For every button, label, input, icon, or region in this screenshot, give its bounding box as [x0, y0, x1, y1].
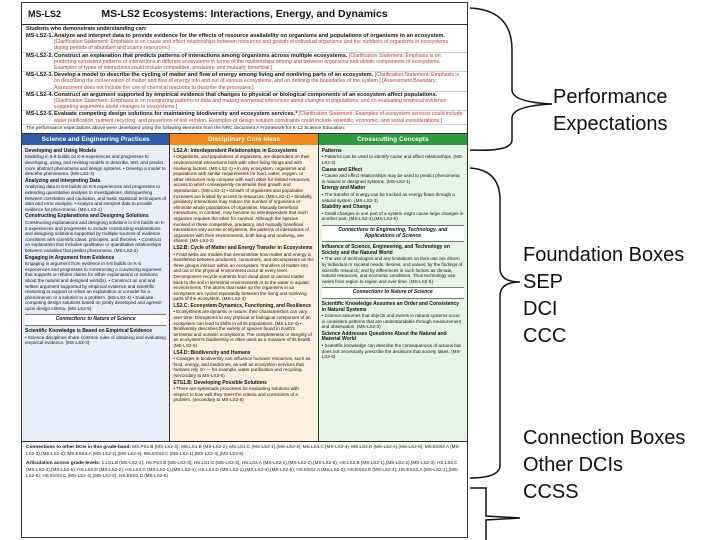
element-text: • Ecosystems are dynamic in nature; their characteristics can vary over time. Disruptions to any physical or biological component of an ecosystem can lead to shifts in all its populations. (MS-LS2-4) • Biodiversity describes the variety of species found in Earth's terrestrial and oceanic ecosystems. The completeness or integrity of an ecosystem's biodiversity is often used as a measure of its health. (MS-LS2-5) [173, 309, 312, 349]
label-line: Performance [553, 86, 668, 108]
label-line: Connection Boxes [523, 427, 686, 449]
pe-row [22, 92, 467, 112]
dci-column [170, 134, 318, 441]
sep-heading: Science and Engineering Practices [22, 134, 169, 145]
element-heading: Scientific Knowledge is Based on Empirical Evidence [25, 328, 152, 335]
connection-text: 1.LS1.B (MS-LS2-2); HS.PS3.B (MS-LS2-3); HS.LS1.C (MS-LS2-3); HS.LS2.A (MS-LS2-1),(MS-LS2-2),(MS-LS2-5); HS.LS2.B (MS-LS2-1),(MS-LS2-2),(MS-LS2-3); HS.LS2.C (MS-LS2-4),(MS-LS2-5); HS.LS2.D (MS-LS2-2); HS.LS4.C (MS-LS2-1),(MS-LS2-4); HS.LS4.D (MS-LS2-1),(MS-LS2-4),(MS-LS2-5); HS.ESS2.A (MS-LS2-3); HS.ESS2.E (MS-LS2-4); HS.ESS3.A (MS-LS2-1),(MS-LS2-5); HS.ESS3.C (MS-LS2-4),(MS-LS2-5); HS.ESS3.D (MS-LS2-5) [26, 460, 459, 479]
element-text: • Organisms, and populations of organisms, are dependent on their environmental interactions both with other living things and with nonliving factors. (MS-LS2-1) • In any ecosystem, organisms and populations with similar requirements for food, water, oxygen, or other resources may compete with each other for limited resources, access to which consequently constrains their growth and reproduction. (MS-LS2-1) • Growth of organisms and population increases are limited by access to resources. (MS-LS2-1) • Similarly, predatory interactions may reduce the number of organisms or eliminate whole populations of organisms. Mutually beneficial interactions, in contrast, may become so interdependent that each organism requires the other for survival. Although the species involved in these competitive, predatory, and mutually beneficial interactions vary across ecosystems, the patterns of interactions of organisms with their environments, both living and nonliving, are shared. (MS-LS2-2) [173, 154, 313, 244]
connection-text: MS.PS1.B (MS-LS2-3); MS.LS1.B (MS-LS2-2); MS.LS1.C (MS-LS2-1),(MS-LS2-3); MS.LS4.C (MS-LS2-4); MS.LS4.D (MS-LS2-4),(MS-LS2-5); MS.ESS2.A (MS-LS2-3),(MS-LS2-4); MS.ESS3.A (MS-LS2-1),(MS-LS2-4); MS.ESS3.C (MS-LS2-1),(MS-LS2-4),(MS-LS2-5) [26, 443, 461, 456]
element-heading: Science Addresses Questions About the Natural and Material World [321, 330, 447, 343]
connection-heading: Connections to Engineering, Technology, and Applications of Science [322, 225, 464, 242]
element-heading: LS2.C: Ecosystem Dynamics, Functioning, and Resilience [173, 302, 312, 309]
pe-title: Evaluate competing design solutions for maintaining biodiversity and ecosystem services.* [54, 111, 298, 118]
pe-text [54, 53, 463, 72]
pe-text [54, 111, 463, 123]
element-heading: ETS1.B: Developing Possible Solutions [173, 379, 267, 386]
dci-body [170, 145, 317, 405]
pe-row [22, 111, 467, 124]
connection-heading: Connections to Nature of Science [25, 314, 166, 326]
pe-id: MS-LS2-4. [26, 91, 54, 98]
label-line: Foundation Boxes [523, 244, 685, 266]
label-connection-boxes [523, 425, 685, 506]
document-title: MS-LS2 Ecosystems: Interactions, Energy, and Dynamics [101, 7, 388, 20]
connection-row [22, 458, 467, 480]
element-text: • Patterns can be used to identify cause and effect relationships. (MS-LS2-2) [321, 154, 464, 166]
element-text: • Scientific knowledge can describe the consequences of actions but does not necessarily prescribe the decisions that society takes. (MS-LS2-5) [321, 343, 462, 360]
label-performance-expectations [553, 84, 668, 138]
element-heading: Scientific Knowledge Assumes an Order and Consistency in Natural Systems [321, 300, 460, 313]
pe-clarification: [Clarification Statement: Examples of ecosystem services could include water purification, nutrient recycling, and prevention of soil erosion. Examples of design solution constraints could include scientific, economic, and social considerations.] [54, 111, 463, 124]
standards-document [21, 2, 468, 538]
ccc-column [319, 134, 467, 441]
pe-id: MS-LS2-5. [26, 111, 54, 118]
pe-id: MS-LS2-2. [26, 52, 54, 59]
students-line: Students who demonstrate understanding can: [26, 26, 147, 32]
connection-lead: Articulation across grade-levels: [26, 461, 101, 467]
element-heading: Stability and Change [321, 204, 372, 211]
pe-clarification: [Clarification Statement: Emphasis is on predicting consistent patterns of interactions in different ecosystems in terms of the relationships among and between organisms and abiotic components of ecosystems. Examples of types of interactions could include competitive, predatory, and mutually beneficial.] [54, 52, 441, 72]
element-heading: Developing and Using Models [25, 147, 97, 154]
element-text: Analyzing data in 6-8 builds on K-5 experiences and progresses to extending quantitative analysis to investigations, distinguishing between correlation and causation, and basic statistical techniques of data and error analysis. • Analyze and interpret data to provide evidence for phenomena. (MS-LS2-1) [25, 184, 166, 212]
pe-clarification: [Clarification Statement: Emphasis is on describing the conservation of matter and flow of energy into and out of various ecosystems, and on defining the boundaries of the system.] [Assessment Boundary: Assessment does not include the use of chemical reactions to describe the processes.] [54, 72, 460, 91]
bracket-performance-expectations [470, 8, 552, 150]
label-line: DCI [523, 298, 558, 320]
bracket-connection-boxes [470, 488, 520, 540]
pe-title: Develop a model to describe the cycling of matter and flow of energy among living and nonliving parts of an ecosystem. [54, 72, 374, 79]
document-header [22, 3, 467, 25]
element-heading: Cause and Effect [321, 166, 363, 173]
sep-column [22, 134, 170, 441]
element-heading: Patterns [321, 147, 342, 154]
pe-id: MS-LS2-3. [26, 72, 54, 79]
element-text: Constructing explanations and designing solutions in 6-8 builds on K-5 experiences and progresses to include constructing explanations and designing solutions supported by multiple sources of evidence consistent with scientific ideas, principles, and theories. • Construct an explanation that includes qualitative or quantitative relationships between variables that predict phenomena. (MS-LS2-2) [25, 219, 166, 253]
connection-heading: Connections to Nature of Science [322, 287, 464, 299]
element-heading: Constructing Explanations and Designing Solutions [25, 213, 149, 220]
connection-boxes [22, 442, 467, 481]
element-text: • The use of technologies and any limitations on their use are driven by individual or societal needs, desires, and values; by the findings of scientific research; and by differences in such factors as climate, natural resources, and economic conditions. Thus technology use varies from region to region and over time. (MS-LS2-5) [321, 256, 463, 284]
element-text: Modeling in 6-8 builds on K-5 experiences and progresses to developing, using, and revising models to describe, test, and predict more abstract phenomena and design systems. • Develop a model to describe phenomena. (MS-LS2-3) [25, 154, 166, 177]
pe-clarification: [Clarification Statement: Emphasis is on cause and effect relationships between resources and growth of individual organisms and the numbers of organisms in ecosystems during periods of abundant and scarce resources.] [54, 39, 449, 52]
label-line: SEP [523, 271, 564, 293]
pe-text [54, 92, 463, 111]
pe-id: MS-LS2-1. [26, 33, 54, 39]
element-heading: Influence of Science, Engineering, and Technology on Society and the Natural World [321, 244, 450, 256]
sep-body [22, 145, 169, 348]
element-text: • Changes in biodiversity can influence humans' resources, such as food, energy, and medicines, as well as ecosystem services that humans rely on — for example, water purification and recycling. (secondary to MS-LS2-5) [173, 356, 311, 378]
label-line: CCSS [523, 481, 579, 503]
bracket-foundation-boxes [470, 168, 520, 478]
pe-text [54, 72, 463, 91]
element-heading: LS2.A: Interdependent Relationships in Ecosystems [173, 147, 298, 154]
performance-expectations [22, 33, 467, 125]
ccc-heading: Crosscutting Concepts [319, 134, 467, 145]
element-heading: Analyzing and Interpreting Data [25, 177, 101, 184]
pe-text [54, 33, 463, 52]
pe-row [22, 53, 467, 73]
label-foundation-boxes [523, 242, 684, 350]
framework-note: The performance expectations above were developed using the following elements from the NRC document A Framework for K-12 Science Education: [22, 125, 467, 134]
label-line: Other DCIs [523, 454, 624, 476]
pe-title: Analyze and interpret data to provide evidence for the effects of resource availability on organisms and populations of organisms in an ecosystem. [54, 33, 446, 39]
element-text: Engaging in argument from evidence in 6-8 builds on K-5 experiences and progresses to constructing a convincing argument that supports or refutes claims for either explanations or solutions about the natural and designed world(s). • Construct an oral and written argument supported by empirical evidence and scientific reasoning to support or refute an explanation or a model for a phenomenon or a solution to a problem. (MS-LS2-4) • Evaluate competing design solutions based on jointly developed and agreed-upon design criteria. (MS-LS2-5) [25, 261, 163, 311]
element-heading: LS4.D: Biodiversity and Humans [173, 349, 251, 356]
element-text: • Science disciplines share common rules of obtaining and evaluating empirical evidence. (MS-LS2-4) [25, 334, 166, 346]
pe-title: Construct an argument supported by empirical evidence that changes to physical or biological components of an ecosystem affect populations. [54, 91, 438, 98]
pe-row [22, 33, 467, 53]
connection-row [22, 442, 467, 459]
standard-code: MS-LS2 [28, 8, 62, 19]
connection-lead: Connections to other DCIs in this grade-band: [26, 444, 131, 450]
element-text: • Science assumes that objects and events in natural systems occur in consistent patterns that are understandable through measurement and observation. (MS-LS2-3) [321, 313, 462, 330]
dci-heading: Disciplinary Core Ideas [170, 134, 317, 145]
element-text: • Small changes in one part of a system might cause large changes in another part. (MS-LS2-4),(MS-LS2-5) [321, 210, 464, 222]
element-text: • There are systematic processes for evaluating solutions with respect to how well they meet the criteria and constraints of a problem. (secondary to MS-LS2-5) [173, 386, 299, 403]
ccc-body [319, 145, 467, 362]
element-heading: Engaging in Argument from Evidence [25, 254, 115, 261]
pe-row [22, 72, 467, 92]
pe-clarification: [Clarification Statement: Emphasis is on recognizing patterns in data and making warranted inferences about changes in populations, and on evaluating empirical evidence supporting arguments about changes to ecosystems.] [54, 98, 447, 111]
foundation-boxes [22, 134, 467, 442]
element-heading: Energy and Matter [321, 185, 366, 192]
label-line: Expectations [553, 113, 668, 135]
element-text: • The transfer of energy can be tracked as energy flows through a natural system. (MS-LS2-3) [321, 192, 455, 203]
pe-title: Construct an explanation that predicts patterns of interactions among organisms across multiple ecosystems. [54, 52, 348, 59]
label-line: CCC [523, 325, 567, 347]
element-text: • Cause and effect relationships may be used to predict phenomena in natural or designed systems. (MS-LS2-1) [321, 173, 460, 184]
element-text: • Food webs are models that demonstrate how matter and energy is transferred between producers, consumers, and decomposers as the three groups interact within an ecosystem. Transfers of matter into and out of the physical environment occur at every level. Decomposers recycle nutrients from dead plant or animal matter back to the soil in terrestrial environments or to the water in aquatic environments. The atoms that make up the organisms in an ecosystem are cycled repeatedly between the living and nonliving parts of the ecosystem. (MS-LS2-3) [173, 251, 314, 302]
element-heading: LS2.B: Cycle of Matter and Energy Transfer in Ecosystems [173, 244, 313, 251]
